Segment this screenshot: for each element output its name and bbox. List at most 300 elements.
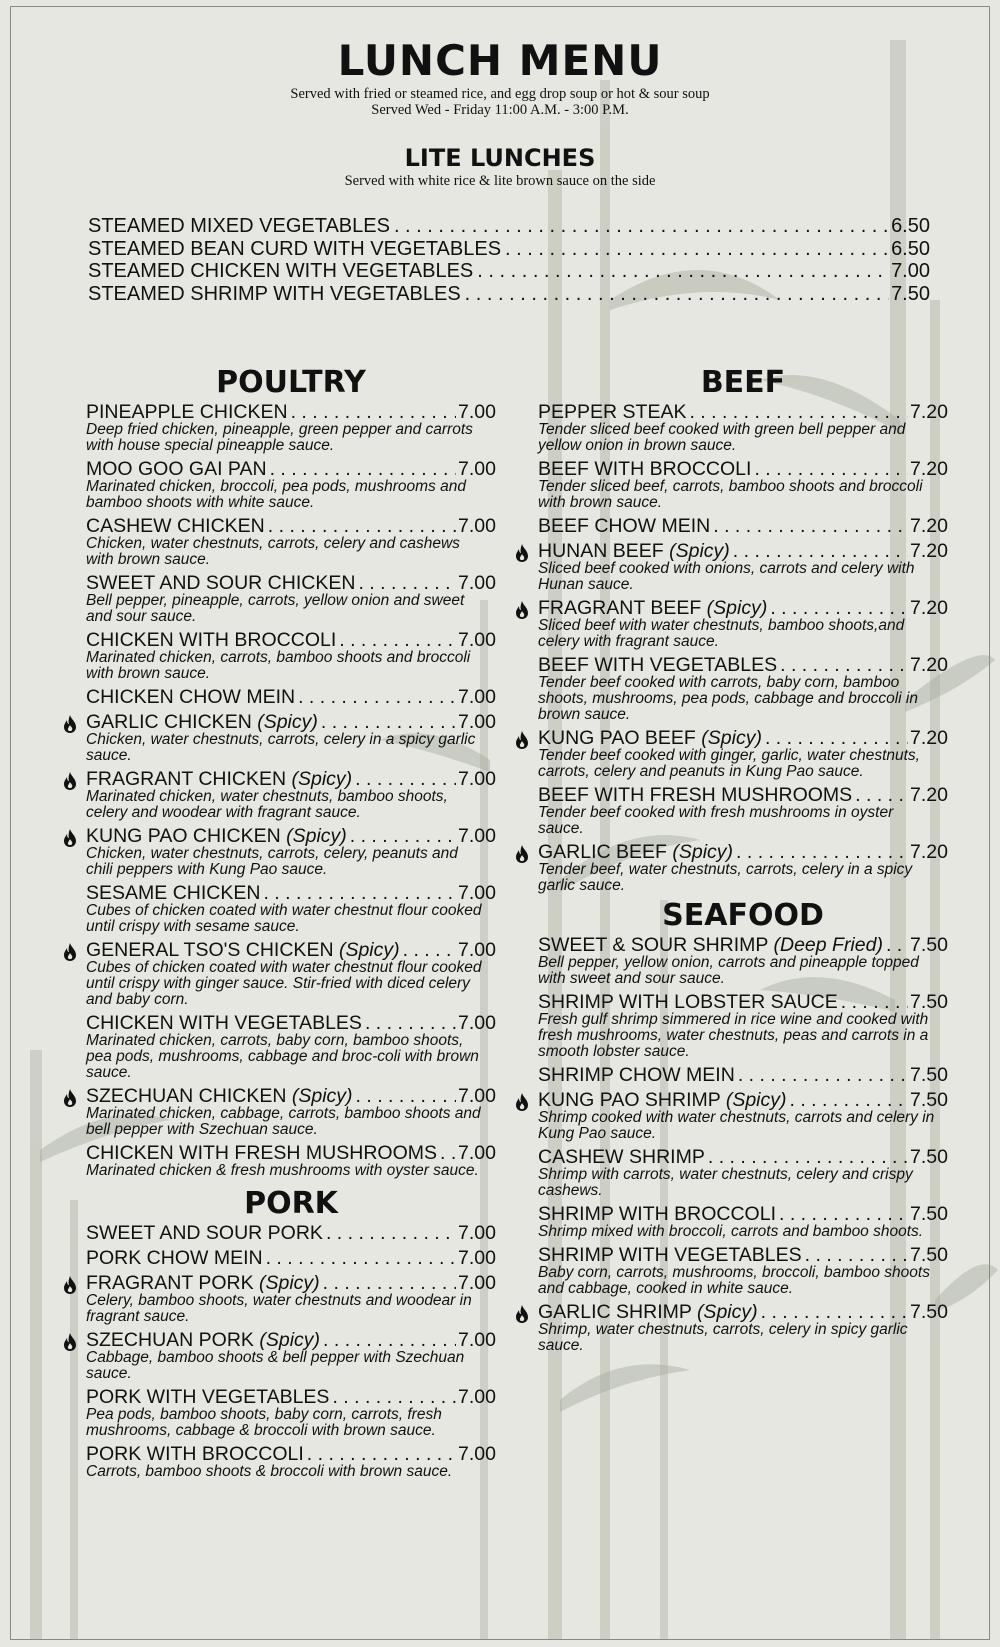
- item-name-text: CASHEW CHICKEN: [86, 515, 265, 537]
- dot-leader: [770, 598, 908, 618]
- menu-item: [86, 940, 496, 1008]
- menu-item: [538, 1147, 948, 1199]
- dot-leader: [268, 516, 456, 536]
- dot-leader: [790, 1090, 909, 1110]
- item-row: [538, 1204, 948, 1224]
- item-name-text: KUNG PAO SHRIMP: [538, 1089, 721, 1111]
- dot-leader: [708, 1147, 908, 1167]
- item-row: [538, 935, 948, 955]
- item-row: [86, 883, 496, 903]
- item-tag: (Spicy): [291, 1085, 353, 1107]
- item-description: Cabbage, bamboo shoots & bell pepper with Szechuan sauce.: [86, 1349, 465, 1382]
- item-description: Shrimp, water chestnuts, carrots, celery in spicy garlic sauce.: [538, 1321, 908, 1354]
- item-row: [538, 1147, 948, 1167]
- item-description: Sliced beef cooked with onions, carrots and celery with Hunan sauce.: [538, 560, 915, 593]
- menu-item: [86, 402, 496, 454]
- item-name-text: BEEF CHOW MEIN: [538, 515, 711, 537]
- item-tag: (Spicy): [286, 825, 347, 847]
- item-price: 7.50: [910, 1203, 948, 1225]
- menu-item: [86, 1143, 496, 1179]
- menu-item: [538, 785, 948, 837]
- item-row: [538, 655, 948, 675]
- item-name: [86, 573, 358, 593]
- menu-item: [86, 769, 496, 821]
- item-description: Shrimp with carrots, water chestnuts, celery and crispy cashews.: [538, 1166, 913, 1199]
- flame-icon: [62, 1088, 78, 1108]
- menu-item: [86, 1330, 496, 1382]
- lite-lunches-header: [0, 143, 1000, 189]
- item-row: [86, 630, 496, 650]
- dot-leader: [339, 630, 456, 650]
- item-price: 7.50: [910, 934, 948, 956]
- item-description: Bell pepper, pineapple, carrots, yellow onion and sweet and sour sauce.: [86, 592, 465, 625]
- menu-item: [86, 687, 496, 707]
- item-description: Shrimp cooked with water chestnuts, carrots and celery in Kung Pao sauce.: [538, 1109, 935, 1142]
- item-name-text: CHICKEN WITH FRESH MUSHROOMS: [86, 1142, 437, 1164]
- item-row: [538, 842, 948, 862]
- page-title: LUNCH MENU: [337, 36, 663, 85]
- item-price: 7.00: [458, 629, 496, 651]
- poultry-title: POULTRY: [216, 365, 366, 400]
- item-description: Bell pepper, yellow onion, carrots and pineapple topped with sweet and sour sauce.: [538, 954, 919, 987]
- item-name-text: SZECHUAN CHICKEN: [86, 1085, 287, 1107]
- menu-item: [538, 402, 948, 454]
- item-description: Tender beef, water chestnuts, carrots, celery in a spicy garlic sauce.: [538, 861, 913, 894]
- dot-leader: [440, 1143, 456, 1163]
- right-column: [538, 366, 948, 1359]
- dot-leader: [736, 842, 908, 862]
- item-name: [86, 1143, 440, 1163]
- item-description: Marinated chicken, water chestnuts, bamboo shoots, celery and woodear with fragrant sauce.: [86, 788, 448, 821]
- item-name: STEAMED MIXED VEGETABLES: [88, 215, 390, 237]
- item-price: 7.00: [458, 1443, 496, 1465]
- dot-leader: [738, 1065, 908, 1085]
- item-name: [538, 992, 841, 1012]
- item-tag: (Spicy): [291, 768, 353, 790]
- item-price: 7.50: [891, 282, 930, 305]
- menu-item: [538, 842, 948, 894]
- item-tag: (Spicy): [259, 1272, 320, 1294]
- item-name: [538, 598, 770, 618]
- item-row: [538, 516, 948, 536]
- item-name-text: GARLIC SHRIMP: [538, 1301, 692, 1323]
- item-row: [86, 1273, 496, 1293]
- menu-item: [538, 1090, 948, 1142]
- item-name: [86, 883, 263, 903]
- item-name: [538, 935, 886, 955]
- menu-item: [538, 598, 948, 650]
- item-description: Chicken, water chestnuts, carrots, celery, peanuts and chili peppers with Kung Pao sauce.: [86, 845, 458, 878]
- item-description: Marinated chicken, carrots, baby corn, bamboo shoots, pea pods, mushrooms, cabbage and broc-coli with brown sauce.: [86, 1032, 479, 1081]
- dot-leader: [307, 1444, 456, 1464]
- item-name-text: CHICKEN WITH VEGETABLES: [86, 1012, 362, 1034]
- item-price: 7.50: [910, 1244, 948, 1266]
- item-row: [538, 1302, 948, 1322]
- item-description: Chicken, water chestnuts, carrots, celery and cashews with brown sauce.: [86, 535, 460, 568]
- pork-list: [86, 1223, 496, 1480]
- menu-item: [86, 1273, 496, 1325]
- item-row: [538, 1065, 948, 1085]
- item-name: [538, 402, 689, 422]
- item-price: 7.00: [458, 458, 496, 480]
- item-price: 7.00: [458, 939, 496, 961]
- dot-leader: [713, 516, 908, 536]
- item-name-text: KUNG PAO BEEF: [538, 727, 696, 749]
- item-name-text: BEEF WITH VEGETABLES: [538, 654, 778, 676]
- item-name-text: FRAGRANT PORK: [86, 1272, 254, 1294]
- item-price: 7.00: [458, 711, 496, 733]
- item-name: [86, 1086, 356, 1106]
- item-price: 7.20: [910, 401, 948, 423]
- item-price: 7.20: [910, 458, 948, 480]
- dot-leader: [365, 1013, 456, 1033]
- item-price: 7.00: [458, 1247, 496, 1269]
- item-description: Shrimp mixed with broccoli, carrots and bamboo shoots.: [538, 1223, 924, 1240]
- item-price: 7.20: [910, 841, 948, 863]
- header-subtitle: Served with fried or steamed rice, and egg drop soup or hot & sour soup: [290, 86, 710, 102]
- dot-leader: [321, 712, 456, 732]
- item-name-text: BEEF WITH FRESH MUSHROOMS: [538, 784, 853, 806]
- dot-leader: [355, 769, 456, 789]
- menu-item: [86, 1387, 496, 1439]
- item-price: 7.00: [458, 1329, 496, 1351]
- item-name: [538, 842, 736, 862]
- item-description: Deep fried chicken, pineapple, green pepper and carrots with house special pineapple sauce.: [86, 421, 473, 454]
- item-name-text: GARLIC BEEF: [538, 841, 667, 863]
- item-price: 7.00: [458, 686, 496, 708]
- flame-icon: [514, 1092, 530, 1112]
- menu-item: [538, 1302, 948, 1354]
- item-name: [86, 1444, 307, 1464]
- menu-item: [86, 1444, 496, 1480]
- menu-item: [538, 516, 948, 536]
- item-tag: (Spicy): [257, 711, 318, 733]
- item-name: [538, 1065, 738, 1085]
- item-price: 7.00: [458, 1142, 496, 1164]
- item-row: [86, 1444, 496, 1464]
- item-row: [538, 728, 948, 748]
- dot-leader: [326, 1223, 456, 1243]
- item-price: 7.00: [458, 768, 496, 790]
- item-name: [86, 516, 268, 536]
- item-name: [86, 769, 355, 789]
- item-description: Cubes of chicken coated with water chestnut flour cooked until crispy with ginger sauce. Stir-fried with diced celery and baby corn.: [86, 959, 482, 1008]
- item-row: [538, 402, 948, 422]
- item-name: [86, 1387, 332, 1407]
- item-name: [86, 1248, 266, 1268]
- dot-leader: [270, 459, 456, 479]
- item-price: 7.20: [910, 654, 948, 676]
- dot-leader: [298, 687, 456, 707]
- item-description: Baby corn, carrots, mushrooms, broccoli, bamboo shoots and cabbage, cooked in white sauce.: [538, 1264, 930, 1297]
- item-description: Fresh gulf shrimp simmered in rice wine and cooked with fresh mushrooms, water chestnuts, peas and carrots in a smooth lobster sauce.: [538, 1011, 929, 1060]
- menu-item: [538, 459, 948, 511]
- item-name-text: SWEET AND SOUR CHICKEN: [86, 572, 356, 594]
- item-name: [538, 655, 780, 675]
- dot-leader: [689, 402, 908, 422]
- item-name: [538, 1302, 761, 1322]
- item-description: Tender beef cooked with carrots, baby corn, bamboo shoots, mushrooms, pea pods, cabbage and broccoli in brown sauce.: [538, 674, 918, 723]
- item-row: [86, 687, 496, 707]
- menu-item: [86, 1013, 496, 1081]
- item-description: Sliced beef with water chestnuts, bamboo shoots,and celery with fragrant sauce.: [538, 617, 905, 650]
- item-price: 7.50: [910, 1301, 948, 1323]
- item-description: Chicken, water chestnuts, carrots, celery in a spicy garlic sauce.: [86, 731, 476, 764]
- flame-icon: [514, 600, 530, 620]
- dot-leader: [477, 260, 889, 283]
- item-description: Marinated chicken & fresh mushrooms with oyster sauce.: [86, 1162, 479, 1179]
- item-description: Celery, bamboo shoots, water chestnuts and woodear in fragrant sauce.: [86, 1292, 472, 1325]
- item-row: [538, 541, 948, 561]
- item-price: 7.00: [458, 1085, 496, 1107]
- item-row: [538, 1245, 948, 1265]
- item-row: [538, 785, 948, 805]
- dot-leader: [291, 402, 456, 422]
- item-description: Tender sliced beef, carrots, bamboo shoots and broccoli with brown sauce.: [538, 478, 923, 511]
- menu-item: [538, 541, 948, 593]
- lite-item: [88, 283, 930, 306]
- dot-leader: [779, 1204, 908, 1224]
- item-tag: (Spicy): [259, 1329, 321, 1351]
- item-row: [538, 598, 948, 618]
- item-name: [538, 1090, 790, 1110]
- menu-item: [538, 1245, 948, 1297]
- item-row: [86, 573, 496, 593]
- item-description: Cubes of chicken coated with water chestnut flour cooked until crispy with sesame sauce.: [86, 902, 482, 935]
- item-name-text: SHRIMP WITH LOBSTER SAUCE: [538, 991, 838, 1013]
- poultry-list: [86, 402, 496, 1179]
- item-price: 6.50: [891, 237, 930, 260]
- item-price: 7.50: [910, 1089, 948, 1111]
- item-price: 7.00: [458, 1272, 496, 1294]
- flame-icon: [62, 1332, 78, 1352]
- dot-leader: [780, 655, 908, 675]
- item-name-text: SZECHUAN PORK: [86, 1329, 254, 1351]
- item-name-text: MOO GOO GAI PAN: [86, 458, 267, 480]
- menu-item: [538, 655, 948, 723]
- seafood-title: SEAFOOD: [662, 898, 824, 933]
- item-description: Marinated chicken, cabbage, carrots, bamboo shoots and bell pepper with Szechuan sauce.: [86, 1105, 481, 1138]
- flame-icon: [514, 730, 530, 750]
- item-price: 7.00: [891, 260, 930, 282]
- item-description: Tender beef cooked with fresh mushrooms in oyster sauce.: [538, 804, 894, 837]
- item-name: [86, 1330, 323, 1350]
- item-name: [538, 1245, 805, 1265]
- item-name: [86, 826, 350, 846]
- item-price: 7.20: [910, 540, 948, 562]
- dot-leader: [323, 1273, 456, 1293]
- item-price: 7.00: [458, 1222, 496, 1244]
- flame-icon: [514, 844, 530, 864]
- item-tag: (Spicy): [696, 1301, 758, 1323]
- item-name-text: CHICKEN WITH BROCCOLI: [86, 629, 337, 651]
- item-name-text: GARLIC CHICKEN: [86, 711, 252, 733]
- menu-item: [538, 1204, 948, 1240]
- flame-icon: [62, 714, 78, 734]
- item-name: [86, 687, 298, 707]
- lite-item: [88, 238, 930, 261]
- menu-item: [86, 883, 496, 935]
- item-description: Carrots, bamboo shoots & broccoli with brown sauce.: [86, 1463, 453, 1480]
- menu-item: [538, 935, 948, 987]
- item-tag: (Deep Fried): [773, 934, 883, 956]
- flame-icon: [62, 1275, 78, 1295]
- item-name-text: FRAGRANT BEEF: [538, 597, 702, 619]
- lite-item: [88, 215, 930, 238]
- item-name: [86, 712, 321, 732]
- item-name-text: CHICKEN CHOW MEIN: [86, 686, 296, 708]
- flame-icon: [62, 942, 78, 962]
- item-row: [86, 1248, 496, 1268]
- menu-item: [86, 1248, 496, 1268]
- dot-leader: [733, 541, 908, 561]
- item-description: Pea pods, bamboo shoots, baby corn, carrots, fresh mushrooms, cabbage & broccoli with brown sauce.: [86, 1406, 442, 1439]
- item-name: [86, 940, 403, 960]
- left-column: [86, 366, 496, 1485]
- dot-leader: [805, 1245, 908, 1265]
- item-name: [86, 402, 291, 422]
- item-name-text: SHRIMP CHOW MEIN: [538, 1064, 735, 1086]
- item-name-text: SESAME CHICKEN: [86, 882, 261, 904]
- item-price: 7.20: [910, 597, 948, 619]
- item-name-text: SWEET AND SOUR PORK: [86, 1222, 323, 1244]
- item-name-text: PEPPER STEAK: [538, 401, 687, 423]
- lite-item: [88, 260, 930, 283]
- beef-title: BEEF: [700, 365, 786, 400]
- item-name: STEAMED CHICKEN WITH VEGETABLES: [88, 260, 474, 282]
- menu-item: [86, 1086, 496, 1138]
- dot-leader: [761, 1302, 908, 1322]
- item-description: Tender sliced beef cooked with green bell pepper and yellow onion in brown sauce.: [538, 421, 906, 454]
- item-name-text: CASHEW SHRIMP: [538, 1146, 705, 1168]
- seafood-list: [538, 935, 948, 1354]
- beef-list: [538, 402, 948, 894]
- dot-leader: [754, 459, 908, 479]
- item-price: 7.50: [910, 1064, 948, 1086]
- item-row: [538, 992, 948, 1012]
- lite-lunches-subtitle: Served with white rice & lite brown sauce on the side: [344, 173, 656, 189]
- item-name: [86, 1013, 365, 1033]
- item-tag: (Spicy): [701, 727, 762, 749]
- header-hours: Served Wed - Friday 11:00 A.M. - 3:00 P.M.: [371, 102, 629, 118]
- item-name: [538, 541, 733, 561]
- item-name: [86, 459, 270, 479]
- item-name: [86, 1223, 326, 1243]
- item-row: [86, 1223, 496, 1243]
- flame-icon: [62, 771, 78, 791]
- item-row: [86, 826, 496, 846]
- dot-leader: [263, 883, 456, 903]
- item-row: [86, 769, 496, 789]
- pork-title: PORK: [244, 1186, 338, 1221]
- item-price: 7.20: [910, 727, 948, 749]
- item-name: [538, 785, 855, 805]
- item-row: [86, 1387, 496, 1407]
- item-name: [538, 728, 765, 748]
- item-name: [538, 1204, 779, 1224]
- dot-leader: [394, 215, 889, 238]
- item-name-text: HUNAN BEEF: [538, 540, 664, 562]
- lite-lunches-title: LITE LUNCHES: [404, 144, 596, 172]
- dot-leader: [266, 1248, 456, 1268]
- menu-item: [538, 1065, 948, 1085]
- item-name-text: PORK WITH VEGETABLES: [86, 1386, 330, 1408]
- item-name-text: PINEAPPLE CHICKEN: [86, 401, 288, 423]
- item-price: 7.00: [458, 882, 496, 904]
- item-name-text: SHRIMP WITH BROCCOLI: [538, 1203, 776, 1225]
- dot-leader: [765, 728, 908, 748]
- menu-item: [86, 459, 496, 511]
- item-price: 7.20: [910, 515, 948, 537]
- flame-icon: [514, 543, 530, 563]
- item-name: [538, 1147, 708, 1167]
- item-tag: (Spicy): [672, 841, 734, 863]
- dot-leader: [356, 1086, 457, 1106]
- item-description: Marinated chicken, broccoli, pea pods, mushrooms and bamboo shoots with white sauce.: [86, 478, 466, 511]
- item-row: [86, 1330, 496, 1350]
- item-price: 7.00: [458, 1386, 496, 1408]
- dot-leader: [323, 1330, 456, 1350]
- item-name: [538, 459, 754, 479]
- item-row: [86, 1013, 496, 1033]
- dot-leader: [505, 238, 889, 261]
- item-tag: (Spicy): [338, 939, 400, 961]
- item-name: [86, 1273, 323, 1293]
- item-price: 7.20: [910, 784, 948, 806]
- menu-item: [86, 712, 496, 764]
- menu-item: [86, 630, 496, 682]
- item-name-text: KUNG PAO CHICKEN: [86, 825, 281, 847]
- item-name: STEAMED BEAN CURD WITH VEGETABLES: [88, 237, 502, 260]
- item-price: 7.00: [458, 825, 496, 847]
- dot-leader: [841, 992, 908, 1012]
- item-name-text: GENERAL TSO'S CHICKEN: [86, 939, 334, 961]
- dot-leader: [855, 785, 908, 805]
- menu-item: [538, 992, 948, 1060]
- item-row: [538, 459, 948, 479]
- item-description: Tender beef cooked with ginger, garlic, water chestnuts, carrots, celery and peanuts in Kung Pao sauce.: [538, 747, 920, 780]
- menu-header: [0, 36, 1000, 118]
- item-price: 7.00: [458, 515, 496, 537]
- item-price: 7.00: [458, 572, 496, 594]
- item-tag: (Spicy): [706, 597, 768, 619]
- item-price: 7.00: [458, 1012, 496, 1034]
- item-name-text: SWEET & SOUR SHRIMP: [538, 934, 769, 956]
- item-row: [86, 459, 496, 479]
- menu-item: [86, 516, 496, 568]
- menu-item: [86, 826, 496, 878]
- item-description: Marinated chicken, carrots, bamboo shoots and broccoli with brown sauce.: [86, 649, 471, 682]
- menu-item: [86, 1223, 496, 1243]
- item-row: [86, 516, 496, 536]
- menu-item: [86, 573, 496, 625]
- item-name: [86, 630, 339, 650]
- dot-leader: [358, 573, 456, 593]
- item-price: 6.50: [891, 215, 930, 237]
- item-row: [86, 1086, 496, 1106]
- item-name-text: FRAGRANT CHICKEN: [86, 768, 287, 790]
- item-row: [538, 1090, 948, 1110]
- item-tag: (Spicy): [669, 540, 730, 562]
- dot-leader: [350, 826, 456, 846]
- item-price: 7.00: [458, 401, 496, 423]
- item-name-text: PORK CHOW MEIN: [86, 1247, 263, 1269]
- item-row: [86, 940, 496, 960]
- item-tag: (Spicy): [725, 1089, 787, 1111]
- item-row: [86, 1143, 496, 1163]
- item-row: [86, 402, 496, 422]
- item-name: [538, 516, 713, 536]
